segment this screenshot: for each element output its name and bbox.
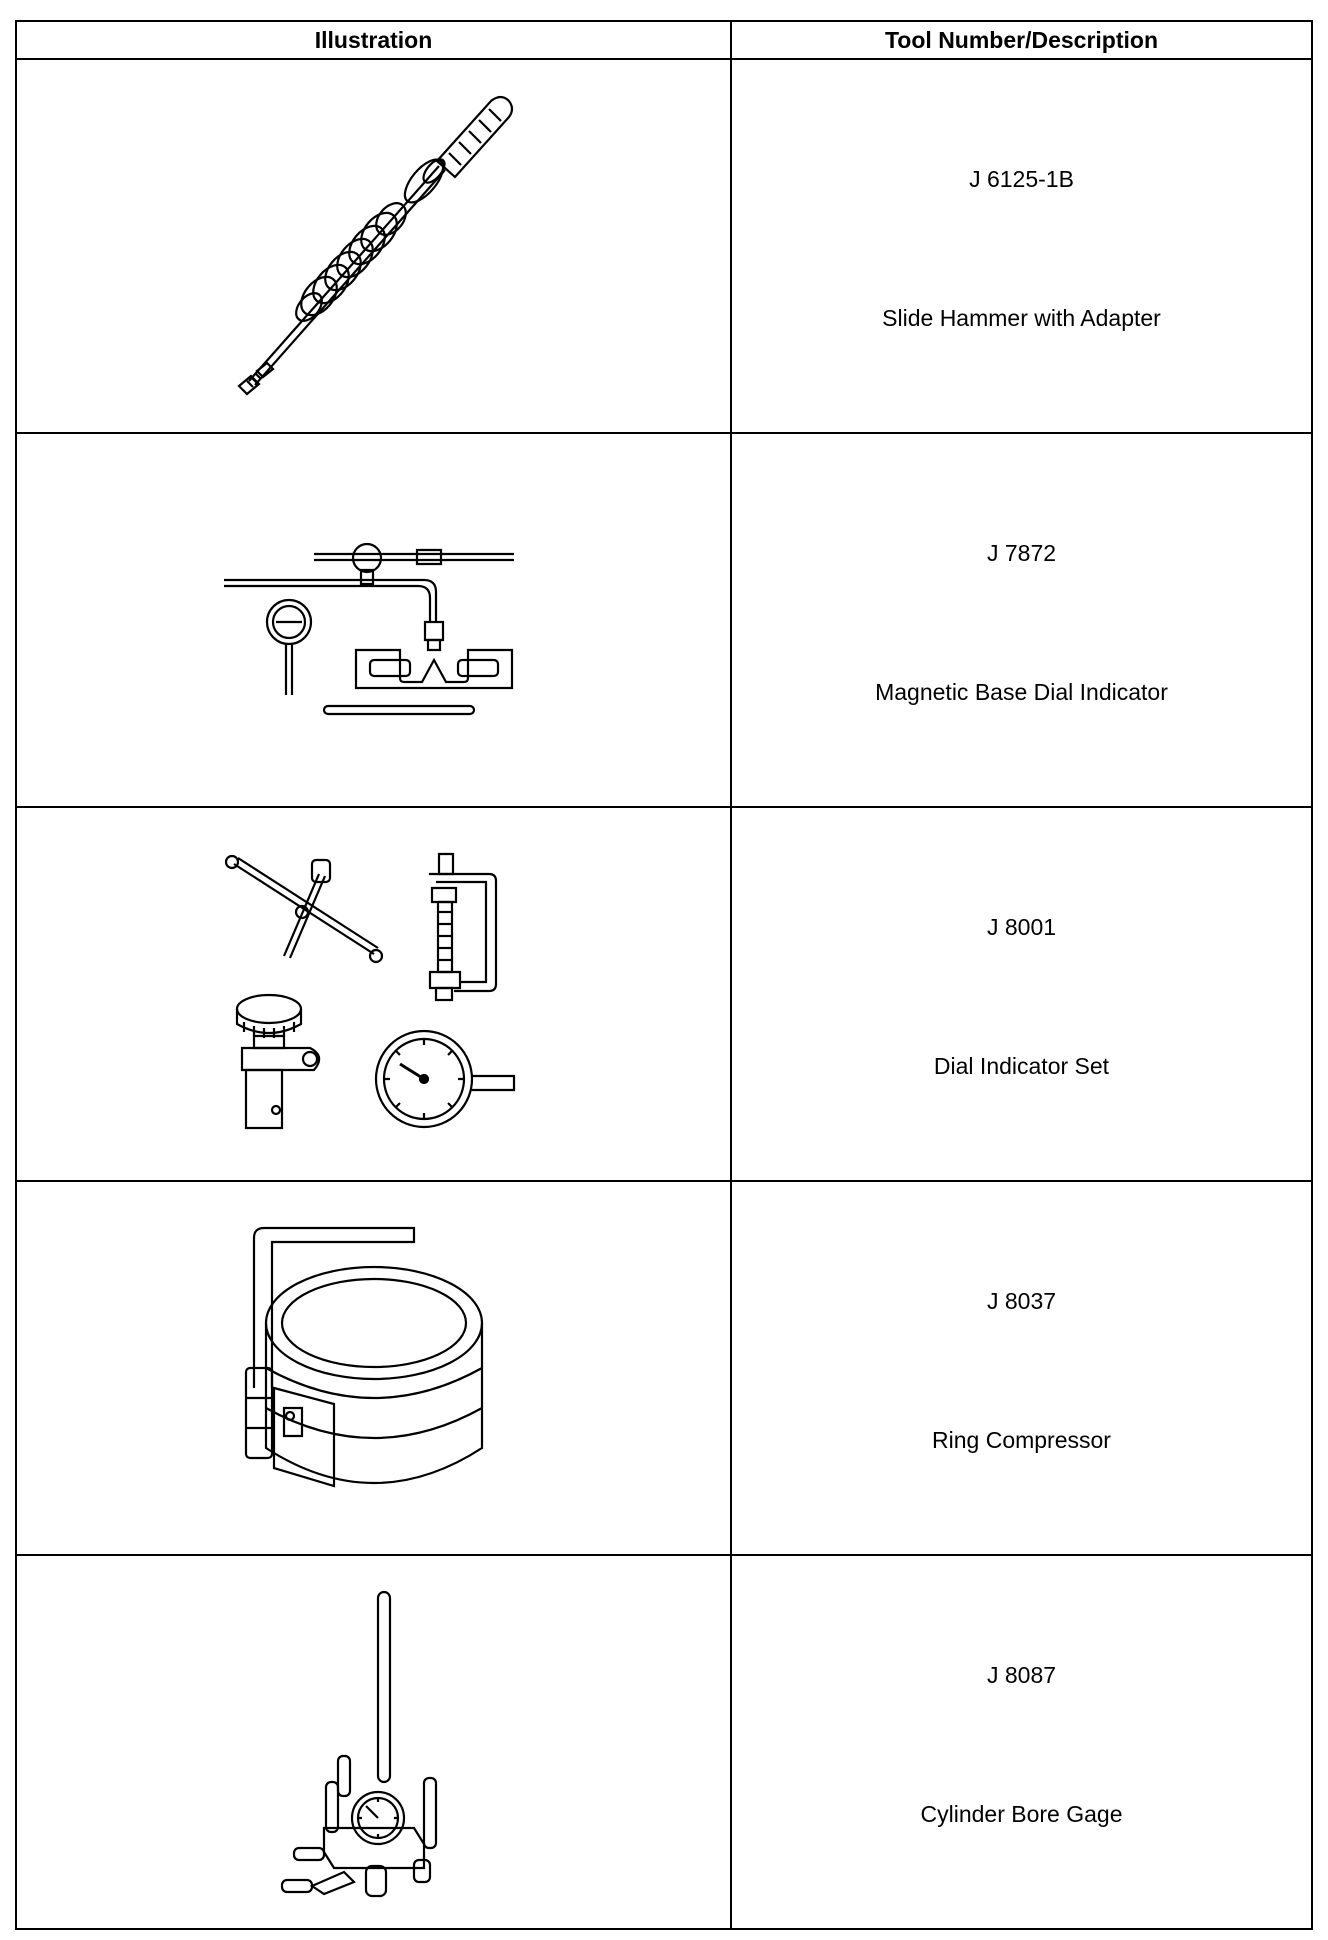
tool-number: J 8087: [986, 1662, 1057, 1688]
header-illustration: Illustration: [16, 21, 731, 59]
illustration-cell: [16, 807, 731, 1181]
table-row: [16, 1555, 1312, 1929]
ring-compressor-icon: [224, 1218, 524, 1518]
cylinder-bore-gage-icon: [274, 1582, 474, 1902]
tool-description: Ring Compressor: [932, 1427, 1111, 1453]
description-cell: [731, 59, 1312, 433]
tool-number: J 8037: [986, 1288, 1057, 1314]
illustration-cell: [16, 433, 731, 807]
table-row: [16, 59, 1312, 433]
table-header-row: [16, 21, 1312, 59]
dial-indicator-set-icon: [214, 844, 534, 1144]
magnetic-base-dial-indicator-icon: [214, 510, 534, 730]
description-cell: [731, 1181, 1312, 1555]
header-tool-number-description: Tool Number/Description: [731, 21, 1312, 59]
tool-description: Magnetic Base Dial Indicator: [875, 679, 1168, 705]
special-tools-table: [15, 20, 1313, 1930]
table-row: [16, 1181, 1312, 1555]
tool-number: J 6125-1B: [969, 166, 1074, 192]
description-cell: [731, 1555, 1312, 1929]
description-cell: [731, 807, 1312, 1181]
tool-number: J 8001: [986, 914, 1057, 940]
slide-hammer-icon: [209, 81, 539, 411]
tool-description: Cylinder Bore Gage: [920, 1801, 1123, 1827]
illustration-cell: [16, 1181, 731, 1555]
tool-number: J 7872: [986, 540, 1057, 566]
description-cell: [731, 433, 1312, 807]
table-row: [16, 807, 1312, 1181]
illustration-cell: [16, 59, 731, 433]
illustration-cell: [16, 1555, 731, 1929]
tool-description: Slide Hammer with Adapter: [882, 305, 1161, 331]
tool-description: Dial Indicator Set: [933, 1053, 1110, 1079]
table-row: [16, 433, 1312, 807]
